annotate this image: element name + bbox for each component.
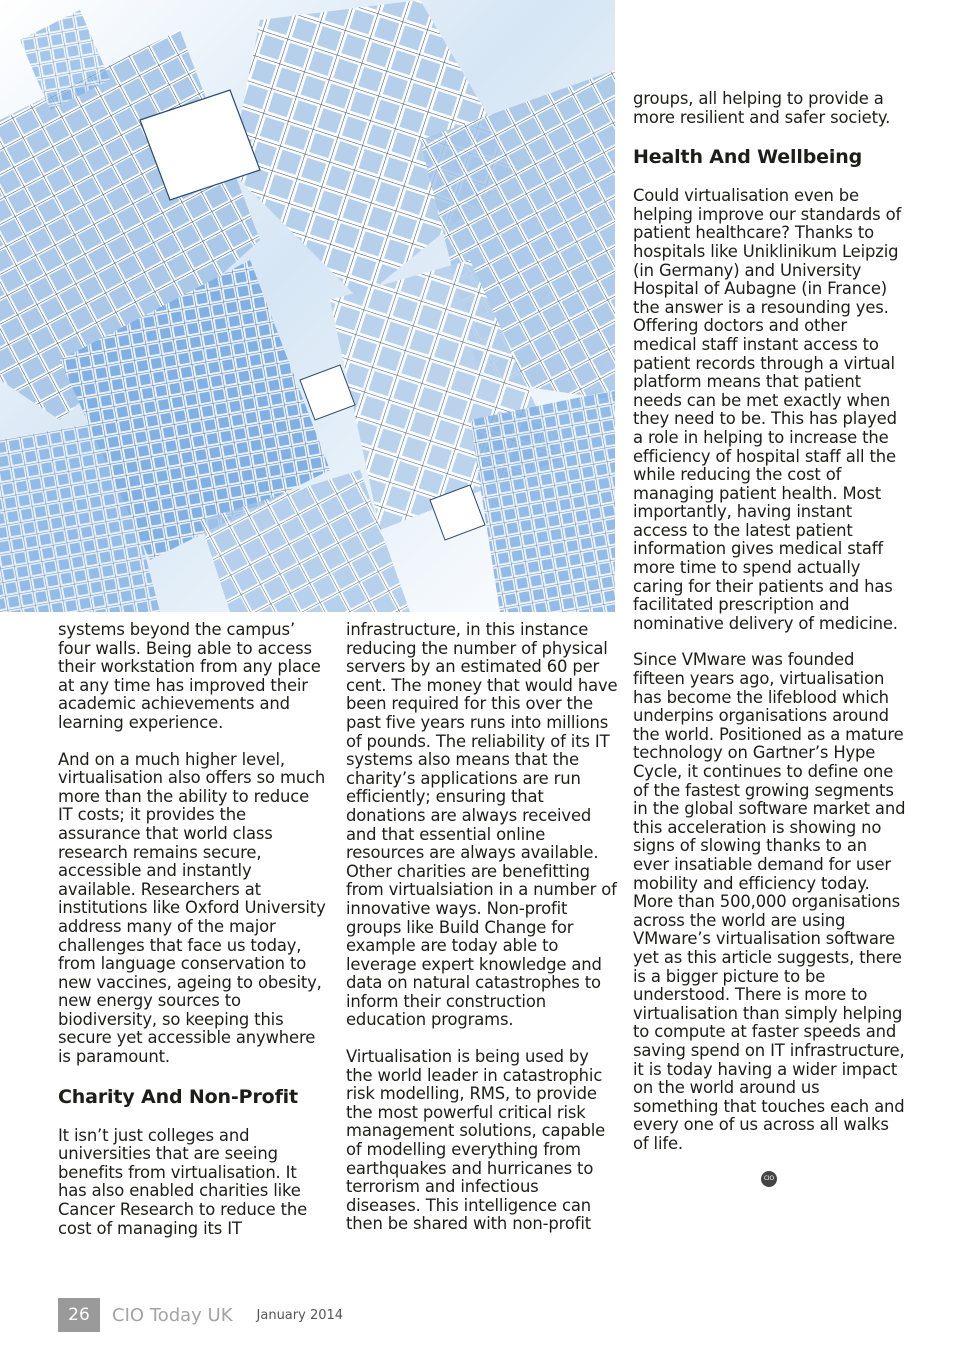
- section-heading-charity: Charity And Non-Profit: [58, 1085, 298, 1108]
- paragraph: Could virtualisation even be helping improve our standards of patient healthcare? Thanks to hospitals like Uniklinikum Leipzig (in Germany) and University Hospital of Aubagne (in France) the answer is a resounding yes. Offering doctors and other medical staff instant access to patient records through a virtual platform means that patient needs can be met exactly when they need to be. This has played a role in helping to increase the efficiency of hospital staff all the while reducing the cost of managing patient health. Most importantly, having instant access to the latest patient information gives medical staff more time to spend actually caring for their patients and has facilitated prescription and nominative delivery of medicine.: [633, 186, 902, 633]
- paragraph: It isn’t just colleges and universities that are seeing benefits from virtualisation. It has also enabled charities like Cancer Research to reduce the cost of managing its IT: [58, 1125, 308, 1238]
- magazine-name: CIO Today UK: [112, 1304, 233, 1326]
- article-end-icon: CIO: [761, 1171, 777, 1187]
- column-1: [58, 621, 328, 1256]
- issue-date: January 2014: [256, 1307, 344, 1323]
- page-footer: [58, 1298, 343, 1332]
- paragraph: Since VMware was founded fifteen years ago, virtualisation has become the lifeblood which underpins organisations around the world. Positioned as a mature technology on Gartner’s Hype Cycle, it continues to define one of the fastest growing segments in the global software market and this acceleration is showing no signs of slowing thanks to an ever insatiable demand for user mobility and efficiency today. More than 500,000 organisations across the world are using VMware’s virtualisation software yet as this article suggests, there is a bigger picture to be understood. There is more to virtualisation than simply helping to compute at faster speeds and saving spend on IT infrastructure, it is today having a wider impact on the world around us something that touches each and every one of us across all walks of life.: [633, 650, 906, 1153]
- hero-image: [0, 0, 615, 612]
- paragraph: systems beyond the campus’ four walls. Being able to access their workstation from any place at any time has improved their academic achievements and learning experience.: [58, 620, 321, 732]
- paragraph: groups, all helping to provide a more resilient and safer society.: [633, 89, 891, 127]
- paragraph: infrastructure, in this instance reducing the number of physical servers by an estimated 60 per cent. The money that would have been required for this over the past five years runs into millions of pounds. The reliability of its IT systems also means that the charity’s applications are run efficiently; ensuring that donations are always received and that essential online resources are always available. Other charities are benefitting from virtualsiation in a number of innovative ways. Non-profit groups like Build Change for example are today able to leverage expert knowledge and data on natural catastrophes to inform their construction education programs.: [346, 620, 618, 1030]
- page-number: 26: [58, 1298, 100, 1332]
- paragraph: Virtualisation is being used by the world leader in catastrophic risk modelling, RMS, to provide the most powerful critical risk management solutions, capable of modelling everything from earthquakes and hurricanes to terrorism and infectious diseases. This intelligence can then be shared with non-profit: [346, 1047, 606, 1234]
- column-2: [346, 621, 618, 1252]
- section-heading-health: Health And Wellbeing: [633, 146, 863, 169]
- column-3: [633, 90, 907, 1187]
- cubes-illustration: [0, 0, 615, 612]
- paragraph: And on a much higher level, virtualisation also offers so much more than the ability to reduce IT costs; it provides the assurance that world class research remains secure, accessible and instantly available. Researchers at institutions like Oxford University address many of the major challenges that face us today, from language conservation to new vaccines, ageing to obesity, new energy sources to biodiversity, so keeping this secure yet accessible anywhere is paramount.: [58, 749, 326, 1067]
